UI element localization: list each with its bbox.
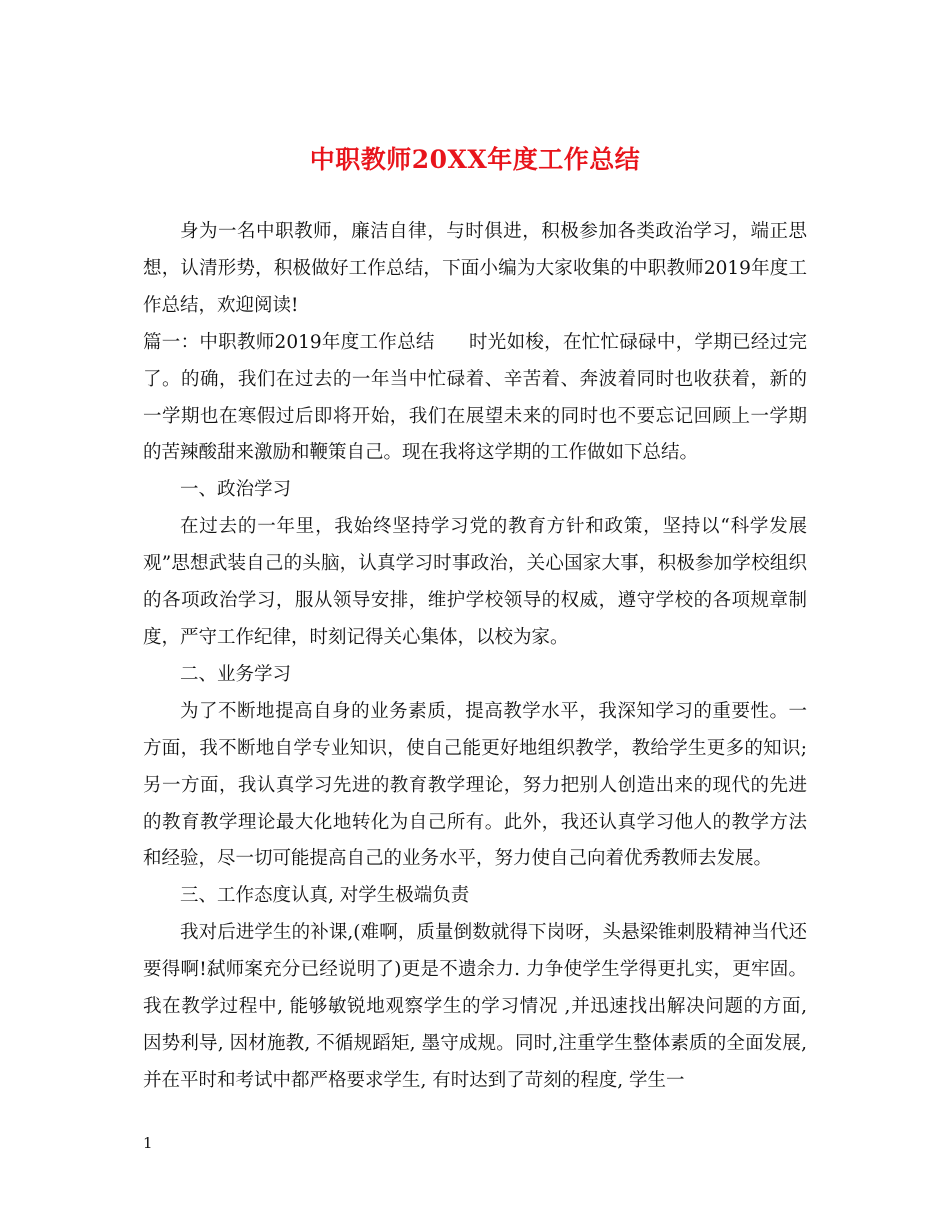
- section-paragraph: 在过去的一年里，我始终坚持学习党的教育方针和政策，坚持以“科学发展观”思想武装自己的头脑，认真学习时事政治，关心国家大事，积极参加学校组织的各项政治学习，服从领导安排，维护学校领导的权威，遵守学校的各项规章制度，严守工作纪律，时刻记得关心集体，以校为家。: [143, 516, 807, 648]
- section-heading: 一、政治学习: [180, 479, 292, 501]
- section-heading: 二、业务学习: [180, 663, 292, 685]
- intro-paragraph: 身为一名中职教师，廉洁自律，与时俱进，积极参加各类政治学习，端正思想，认清形势，积极做好工作总结，下面小编为大家收集的中职教师2019年度工作总结，欢迎阅读!: [143, 221, 807, 316]
- section-paragraph: 我对后进学生的补课,(难啊，质量倒数就得下岗呀，头悬梁锥刺股精神当代还要得啊!弑师案充分已经说明了)更是不遗余力. 力争使学生学得更扎实，更牢固。我在教学过程中, 能够敏锐地观察学生的学习情况 ,并迅速找出解决问题的方面, 因势利导, 因材施教, 不循规蹈矩, 墨守成规。同时,注重学生整体素质的全面发展, 并在平时和考试中都严格要求学生, 有时达到了苛刻的程度, 学生一: [143, 922, 807, 1091]
- document-body: [143, 214, 807, 1100]
- section-heading: 三、工作态度认真, 对学生极端负责: [180, 885, 470, 907]
- page-number: 1: [143, 1134, 153, 1152]
- document-title: 中职教师20XX年度工作总结: [309, 145, 641, 174]
- part-one-paragraph: [143, 325, 807, 473]
- part-text: 时光如梭，在忙忙碌碌中，学期已经过完了。的确，我们在过去的一年当中忙碌着、辛苦着、奔波着同时也收获着，新的一学期也在寒假过后即将开始，我们在展望未来的同时也不要忘记回顾上一学期的苦辣酸甜来激励和鞭策自己。现在我将这学期的工作做如下总结。: [143, 331, 807, 464]
- section-paragraph: 为了不断地提高自身的业务素质，提高教学水平，我深知学习的重要性。一方面，我不断地自学专业知识，使自己能更好地组织教学，教给学生更多的知识;另一方面，我认真学习先进的教育教学理论，努力把别人创造出来的现代的先进的教育教学理论最大化地转化为自己所有。此外，我还认真学习他人的教学方法和经验，尽一切可能提高自己的业务水平，努力使自己向着优秀教师去发展。: [143, 700, 807, 870]
- part-label: 篇一：中职教师2019年度工作总结: [143, 331, 435, 353]
